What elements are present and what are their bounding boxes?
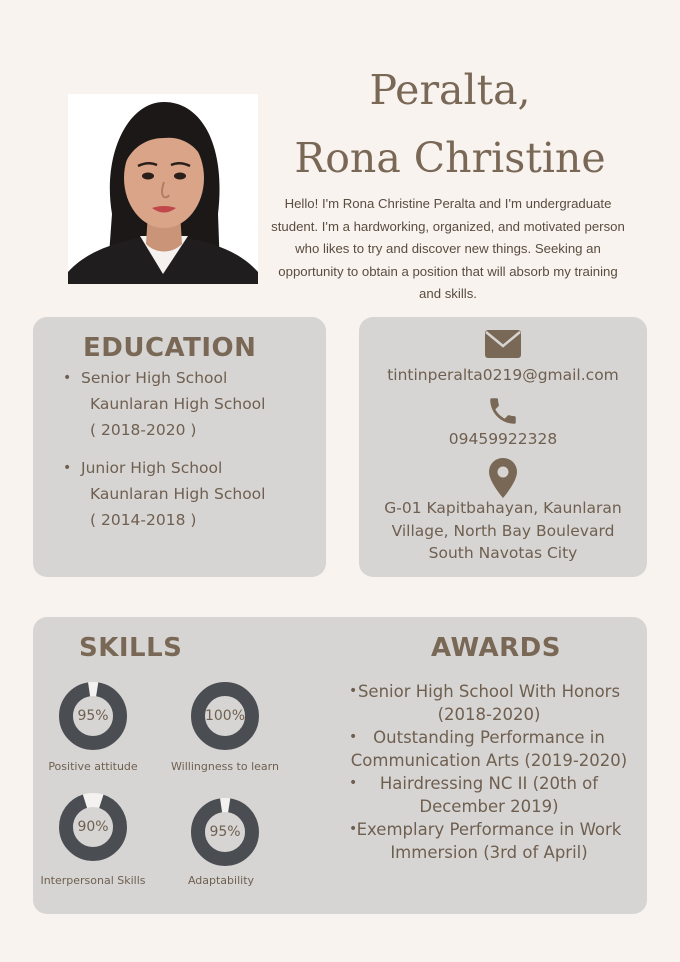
awards-title: AWARDS bbox=[431, 633, 561, 663]
skill-value: 90% bbox=[77, 819, 109, 835]
awards-list bbox=[349, 680, 629, 864]
award-item: • Outstanding Performance in Communication Arts (2019-2020) bbox=[349, 726, 629, 772]
skill-ring bbox=[190, 681, 260, 751]
address-text: G-01 Kapitbahayan, Kaunlaran Village, North Bay Boulevard South Navotas City bbox=[384, 499, 622, 562]
skill-ring bbox=[58, 792, 128, 862]
education-school: Kaunlaran High School bbox=[90, 485, 266, 503]
education-list bbox=[63, 365, 265, 545]
education-card bbox=[33, 317, 326, 577]
education-title: EDUCATION bbox=[83, 333, 257, 363]
skill-label: Adaptability bbox=[187, 874, 255, 887]
skill-label: Positive attitude bbox=[48, 760, 138, 773]
education-years: ( 2018-2020 ) bbox=[90, 421, 197, 439]
award-item: • Exemplary Performance in Work Immersion (3rd of April) bbox=[349, 818, 629, 864]
award-item: • Senior High School With Honors (2018-2020) bbox=[349, 680, 629, 726]
education-item bbox=[63, 365, 265, 443]
contact-card bbox=[359, 317, 647, 577]
education-school: Kaunlaran High School bbox=[90, 395, 266, 413]
portrait-illustration bbox=[68, 94, 258, 284]
skills-awards-card bbox=[33, 617, 647, 914]
envelope-icon bbox=[485, 330, 521, 362]
skill-value: 95% bbox=[77, 708, 109, 724]
intro-text: Hello! I'm Rona Christine Peralta and I'm undergraduate student. I'm a hardworking, organized, and motivated person who likes to try and discover new things. Seeking an opportunity to obtain a position that will absorb my training and skills. bbox=[271, 196, 625, 301]
phone-icon bbox=[486, 394, 520, 432]
education-item bbox=[63, 455, 265, 533]
skill-label: Willingness to learn bbox=[171, 760, 279, 773]
name-given: Rona Christine bbox=[294, 134, 606, 182]
location-pin-icon bbox=[489, 458, 517, 502]
phone-text: 09459922328 bbox=[448, 430, 558, 448]
skill-ring bbox=[190, 797, 260, 867]
education-years: ( 2014-2018 ) bbox=[90, 511, 197, 529]
profile-photo bbox=[68, 94, 258, 284]
skills-title: SKILLS bbox=[79, 633, 183, 663]
skill-label: Interpersonal Skills bbox=[40, 874, 146, 887]
skill-ring bbox=[58, 681, 128, 751]
education-level: Junior High School bbox=[81, 459, 223, 477]
education-level: Senior High School bbox=[81, 369, 228, 387]
award-item: • Hairdressing NC II (20th of December 2019) bbox=[349, 772, 629, 818]
skill-value: 100% bbox=[204, 708, 246, 724]
name-surname: Peralta, bbox=[369, 66, 531, 114]
skill-value: 95% bbox=[209, 824, 241, 840]
email-text: tintinperalta0219@gmail.com bbox=[387, 366, 619, 384]
